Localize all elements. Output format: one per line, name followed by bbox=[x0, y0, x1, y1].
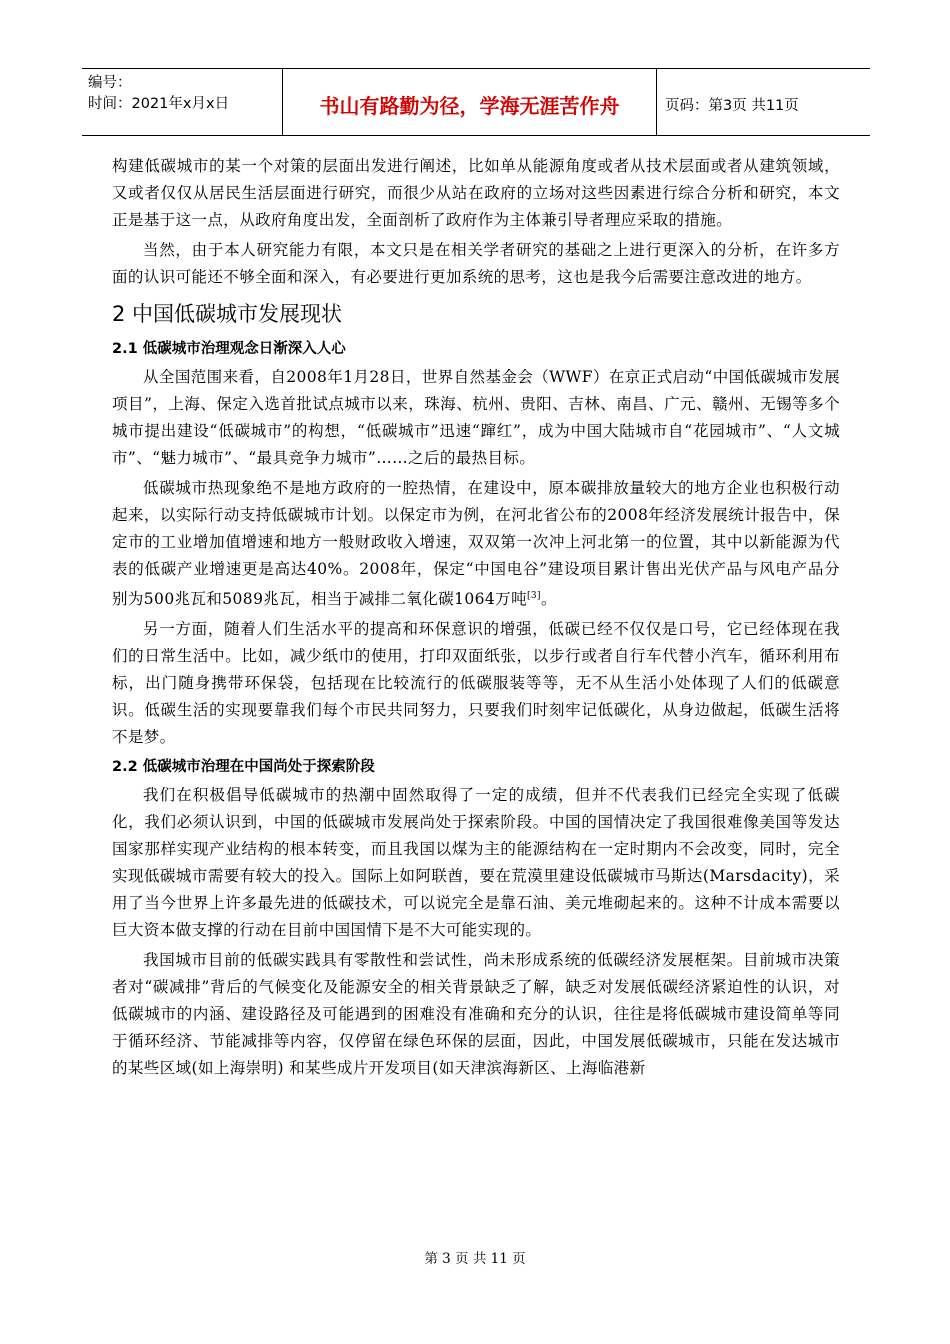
header-meta-cell bbox=[82, 69, 283, 135]
paragraph-baoding-example bbox=[112, 475, 840, 613]
section-2-heading: 2 中国低碳城市发展现状 bbox=[112, 302, 343, 326]
document-number-label: 编号： bbox=[88, 75, 132, 91]
paragraph-limitations: 当然，由于本人研究能力有限，本文只是在相关学者研究的基础之上进行更深入的分析，在许多方面的认识可能还不够全面和深入，有必要进行更加系统的思考，这也是我今后需要注意改进的地方。 bbox=[112, 241, 840, 286]
paragraph-baoding-text: 低碳城市热现象绝不是地方政府的一腔热情，在建设中，原本碳排放量较大的地方企业也积极行动起来，以实际行动支持低碳城市计划。以保定市为例，在河北省公布的2008年经济发展统计报告中，保定市的工业增加值增速和地方一般财政收入增速，双双第一次冲上河北第一的位置，其中以新能源为代表的低碳产业增速更是高达40%。2008年，保定“中国电谷”建设项目累计售出光伏产品与风电产品分别为500兆瓦和5089兆瓦，相当于减排二氧化碳1064万吨 bbox=[112, 479, 840, 609]
subsection-2-2-heading: 2.2 低碳城市治理在中国尚处于探索阶段 bbox=[112, 759, 375, 776]
paragraph-national-scope: 从全国范围来看，自2008年1月28日，世界自然基金会（WWF）在京正式启动“中国低碳城市发展项目”，上海、保定入选首批试点城市以来，珠海、杭州、贵阳、吉林、南昌、广元、赣州、无锡等多个城市提出建设“低碳城市”的构想，“低碳城市”迅速“蹿红”，成为中国大陆城市自“花园城市”、“人文城市”、“魅力城市”、“最具竞争力城市”……之后的最热目标。 bbox=[112, 368, 840, 467]
page-footer: 第 3 页 共 11 页 bbox=[424, 1251, 526, 1267]
document-body bbox=[112, 153, 840, 1082]
paragraph-daily-life: 另一方面，随着人们生活水平的提高和环保意识的增强，低碳已经不仅仅是口号，它已经体现在我们的日常生活中。比如，减少纸巾的使用，打印双面纸张，以步行或者自行车代替小汽车，循环利用布标，出门随身携带环保袋，包括现在比较流行的低碳服装等等，无不从生活小处体现了人们的低碳意识。低碳生活的实现要靠我们每个市民共同努力，只要我们时刻牢记低碳化，从身边做起，低碳生活将不是梦。 bbox=[112, 620, 840, 747]
paragraph-continuation: 构建低碳城市的某一个对策的层面出发进行阐述，比如单从能源角度或者从技术层面或者从建筑领域，又或者仅仅从居民生活层面进行研究，而很少从站在政府的立场对这些因素进行综合分析和研究，本文正是基于这一点，从政府角度出发，全面剖析了政府作为主体兼引导者理应采取的措施。 bbox=[112, 157, 840, 229]
paragraph-exploration-stage: 我们在积极倡导低碳城市的热潮中固然取得了一定的成绩，但并不代表我们已经完全实现了低碳化，我们必须认识到，中国的低碳城市发展尚处于探索阶段。中国的国情决定了我国很难像美国等发达国家那样实现产业结构的根本转变，而且我国以煤为主的能源结构在一定时期内不会改变，同时，完全实现低碳城市需要有较大的投入。国际上如阿联酋，要在荒漠里建设低碳城市马斯达(Marsdacity)，采用了当今世界上许多最先进的低碳技术，可以说完全是靠石油、美元堆砌起来的。这种不计成本需要以巨大资本做支撑的行动在目前中国国情下是不大可能实现的。 bbox=[112, 786, 840, 940]
paragraph-fragmented-practice: 我国城市目前的低碳实践具有零散性和尝试性，尚未形成系统的低碳经济发展框架。目前城市决策者对“碳减排”背后的气候变化及能源安全的相关背景缺乏了解，缺乏对发展低碳经济紧迫性的认识，对低碳城市的内涵、建设路径及可能遇到的困难没有准确和充分的认识，往往是将低碳城市建设简单等同于循环经济、节能减排等内容，仅停留在绿色环保的层面，因此，中国发展低碳城市，只能在发达城市的某些区域(如上海崇明) 和某些成片开发项目(如天津滨海新区、上海临港新 bbox=[112, 951, 840, 1078]
citation-ref: [3] bbox=[526, 591, 541, 601]
subsection-2-1-heading: 2.1 低碳城市治理观念日渐深入人心 bbox=[112, 341, 346, 357]
paragraph-baoding-end: 。 bbox=[540, 590, 557, 609]
header-page-info: 页码：第3页 共11页 bbox=[665, 97, 799, 114]
header-motto: 书山有路勤为径，学海无涯苦作舟 bbox=[283, 69, 657, 135]
page-header bbox=[82, 68, 870, 136]
document-date-label: 时间：2021年x月x日 bbox=[88, 96, 230, 112]
